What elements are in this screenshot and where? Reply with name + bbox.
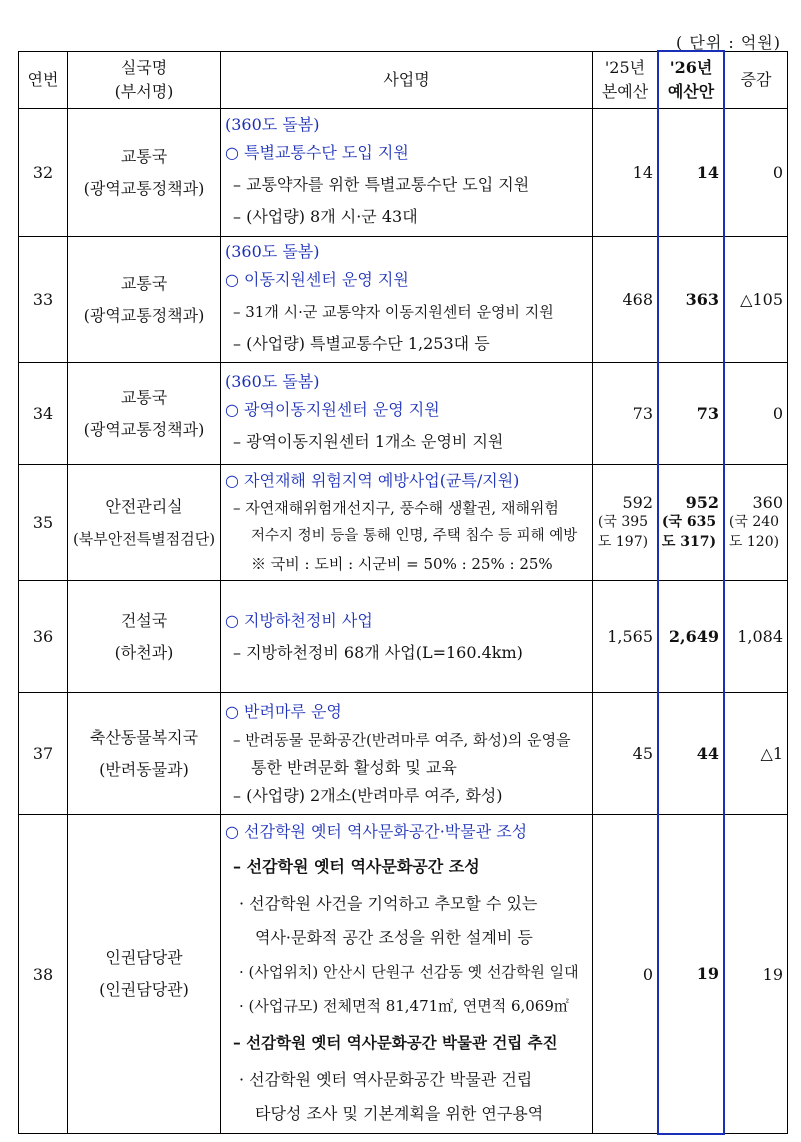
project-line: – 자연재해위험개선지구, 풍수해 생활권, 재해위험 (233, 498, 559, 517)
header-diff: 증감 (724, 51, 788, 109)
project-line: – 교통약자를 위한 특별교통수단 도입 지원 (233, 174, 530, 194)
row-dept (68, 693, 221, 815)
budget-2025: 468 (593, 237, 659, 363)
unit-label: ( 단위 : 억원) (676, 33, 781, 52)
row-no: 37 (19, 693, 68, 815)
row-project (221, 465, 593, 581)
project-line: – 31개 시·군 교통약자 이동지원센터 운영비 지원 (233, 302, 554, 321)
dept-sub: (북부안전특별점검단) (72, 529, 216, 548)
budget-2026: 2,649 (658, 581, 724, 693)
dept-sub: (인권담당관) (99, 980, 189, 999)
project-subheading: – 선감학원 옛터 역사문화공간 박물관 건립 추진 (233, 1033, 558, 1052)
budget-2025: 1,565 (593, 581, 659, 693)
row-dept (68, 581, 221, 693)
project-subheading: – 선감학원 옛터 역사문화공간 조성 (233, 857, 480, 876)
budget-2025-total: 592 (622, 493, 653, 512)
budget-2025 (593, 465, 659, 581)
project-title: ○ 이동지원센터 운영 지원 (225, 269, 409, 289)
budget-2026: 73 (658, 363, 724, 465)
table-row (19, 465, 788, 581)
dept-sub: (반려동물과) (99, 759, 189, 779)
dept-name: 교통국 (120, 387, 168, 407)
dept-name: 축산동물복지국 (89, 727, 199, 747)
project-title: ○ 특별교통수단 도입 지원 (225, 142, 409, 162)
header-b25-line1: '25년 (604, 57, 646, 77)
budget-diff: △1 (724, 693, 788, 815)
budget-diff (724, 465, 788, 581)
budget-2026: 44 (658, 693, 724, 815)
budget-2026-total: 952 (685, 493, 719, 512)
header-b25-line2: 본예산 (601, 81, 649, 101)
header-name: 사업명 (221, 51, 593, 109)
project-item: · 선감학원 옛터 역사문화공간 박물관 건립 (239, 1070, 533, 1089)
project-title: ○ 선감학원 옛터 역사문화공간·박물관 조성 (225, 822, 528, 841)
table-row (19, 815, 788, 1134)
project-line: – (사업량) 특별교통수단 1,253대 등 (233, 333, 490, 353)
project-line: – (사업량) 2개소(반려마루 여주, 화성) (233, 785, 503, 805)
table-row (19, 363, 788, 465)
table-header-row (19, 51, 788, 109)
project-title: ○ 지방하천정비 사업 (225, 610, 373, 630)
header-b26-line2: 예산안 (667, 82, 715, 101)
project-note: ※ 국비 : 도비 : 시군비 = 50% : 25% : 25% (251, 554, 553, 573)
budget-2026: 363 (658, 237, 724, 363)
row-no: 34 (19, 363, 68, 465)
budget-2025: 45 (593, 693, 659, 815)
project-tag: (360도 돌봄) (225, 371, 320, 391)
project-title: ○ 반려마루 운영 (225, 701, 342, 721)
table-row (19, 237, 788, 363)
budget-diff: 0 (724, 363, 788, 465)
table-row (19, 109, 788, 237)
project-line: – 반려동물 문화공간(반려마루 여주, 화성)의 운영을 (233, 730, 571, 749)
table-row (19, 693, 788, 815)
row-no: 32 (19, 109, 68, 237)
row-project (221, 363, 593, 465)
dept-sub: (광역교통정책과) (83, 419, 205, 439)
row-dept (68, 815, 221, 1134)
project-tag: (360도 돌봄) (225, 241, 320, 261)
project-title: ○ 광역이동지원센터 운영 지원 (225, 399, 440, 419)
row-project (221, 693, 593, 815)
header-dept (68, 51, 221, 109)
project-item: · 선감학원 사건을 기억하고 추모할 수 있는 (239, 894, 538, 913)
budget-diff-total: 360 (752, 493, 783, 512)
table-row (19, 581, 788, 693)
budget-diff: 1,084 (724, 581, 788, 693)
budget-2025: 14 (593, 109, 659, 237)
row-project (221, 109, 593, 237)
budget-2025-split: 도 197) (597, 534, 649, 550)
row-project (221, 815, 593, 1134)
header-budget-2025 (593, 51, 659, 109)
budget-2026: 19 (658, 815, 724, 1134)
dept-name: 인권담당관 (105, 948, 183, 967)
budget-2026-split: (국 635 (661, 514, 717, 530)
project-line: – 광역이동지원센터 1개소 운영비 지원 (233, 431, 504, 451)
budget-2026-split: 도 317) (661, 534, 717, 550)
row-project (221, 581, 593, 693)
row-dept (68, 363, 221, 465)
row-no: 33 (19, 237, 68, 363)
header-no: 연번 (19, 51, 68, 109)
project-item: · (사업위치) 안산시 단원구 선감동 옛 선감학원 일대 (239, 963, 579, 981)
dept-sub: (광역교통정책과) (83, 305, 205, 325)
budget-table (18, 50, 788, 1135)
dept-name: 교통국 (120, 273, 168, 293)
project-tag: (360도 돌봄) (225, 114, 320, 134)
budget-diff-split: (국 240 (728, 514, 780, 530)
header-b26-line1: '26년 (669, 58, 713, 77)
project-line: 통한 반려문화 활성화 및 교육 (251, 757, 457, 777)
budget-diff-split: 도 120) (728, 534, 780, 550)
row-no: 35 (19, 465, 68, 581)
project-line: 저수지 정비 등을 통해 인명, 주택 침수 등 피해 예방 (251, 527, 578, 544)
project-title: ○ 자연재해 위험지역 예방사업(균특/지원) (225, 470, 520, 490)
budget-2026: 14 (658, 109, 724, 237)
project-line: – (사업량) 8개 시·군 43대 (233, 206, 418, 226)
row-project (221, 237, 593, 363)
budget-2025: 73 (593, 363, 659, 465)
row-dept (68, 237, 221, 363)
dept-sub: (하천과) (114, 642, 174, 662)
project-item: 역사·문화적 공간 조성을 위한 설계비 등 (255, 928, 533, 947)
dept-name: 안전관리실 (105, 496, 183, 516)
budget-2025: 0 (593, 815, 659, 1134)
header-dept-line2: (부서명) (114, 81, 174, 101)
project-item: 타당성 조사 및 기본계획을 위한 연구용역 (255, 1104, 544, 1123)
project-line: – 지방하천정비 68개 사업(L=160.4km) (233, 642, 523, 662)
dept-sub: (광역교통정책과) (83, 178, 205, 198)
row-dept (68, 465, 221, 581)
row-no: 38 (19, 815, 68, 1134)
dept-name: 교통국 (120, 146, 168, 166)
header-budget-2026 (658, 51, 724, 109)
budget-diff: 19 (724, 815, 788, 1134)
header-dept-line1: 실국명 (120, 57, 168, 77)
budget-diff: △105 (724, 237, 788, 363)
row-dept (68, 109, 221, 237)
budget-2026 (658, 465, 724, 581)
project-item: · (사업규모) 전체면적 81,471㎡, 연면적 6,069㎡ (239, 997, 569, 1015)
budget-diff: 0 (724, 109, 788, 237)
dept-name: 건설국 (120, 610, 168, 630)
budget-2025-split: (국 395 (597, 514, 649, 530)
row-no: 36 (19, 581, 68, 693)
